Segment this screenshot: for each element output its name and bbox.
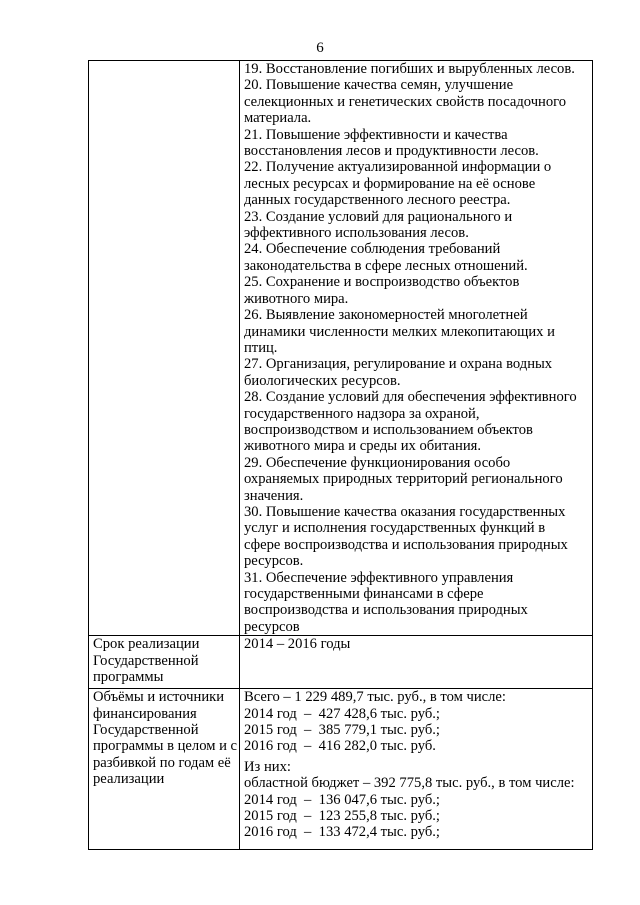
funding-label-line: финансирования	[93, 705, 197, 722]
goal-item-line: 20. Повышение качества семян, улучшение	[244, 77, 514, 94]
funding-of-them-line: Из них:	[244, 758, 291, 775]
goal-item-line: ресурсов.	[244, 553, 304, 570]
goal-item-line: биологических ресурсов.	[244, 372, 401, 389]
funding-year-line: 2014 год – 136 047,6 тыс. руб.;	[244, 791, 440, 808]
funding-label-line: разбивкой по годам её	[93, 754, 231, 771]
goal-item	[244, 274, 590, 307]
goal-item	[244, 307, 590, 356]
goal-item-line: селекционных и генетических свойств посадочного	[244, 93, 567, 110]
funding-label	[89, 689, 240, 850]
funding-year-line: 2014 год – 427 428,6 тыс. руб.;	[244, 705, 440, 722]
funding-year-line: 2016 год – 133 472,4 тыс. руб.;	[244, 824, 440, 841]
goal-item	[244, 241, 590, 274]
goal-item	[244, 389, 590, 455]
funding-regional-budget-line: областной бюджет – 392 775,8 тыс. руб., в том числе:	[244, 775, 575, 792]
funding-value	[240, 689, 593, 850]
goal-item-line: воспроизводства и использования природных	[244, 602, 528, 619]
goal-item-line: значения.	[244, 487, 304, 504]
funding-year-line: 2015 год – 385 779,1 тыс. руб.;	[244, 722, 440, 739]
goal-item	[244, 209, 590, 242]
goal-item-line: животного мира.	[244, 290, 349, 307]
goal-item-line: 28. Создание условий для обеспечения эффективного	[244, 389, 577, 406]
goal-item-line: 30. Повышение качества оказания государственных	[244, 503, 566, 520]
goal-item-line: 29. Обеспечение функционирования особо	[244, 454, 511, 471]
goal-item-line: государственными финансами в сфере	[244, 586, 484, 602]
funding-label-line: Государственной	[93, 722, 199, 739]
funding-label-line: программы в целом и с	[93, 738, 238, 755]
goal-item	[244, 504, 590, 570]
goal-item-line: лесных ресурсах и формирование на её основе	[244, 175, 536, 192]
funding-label-line: реализации	[93, 771, 165, 788]
goal-item-line: динамики численности мелких млекопитающих и	[244, 323, 555, 340]
funding-year-line: 2015 год – 123 255,8 тыс. руб.;	[244, 808, 440, 825]
goal-item	[244, 61, 590, 77]
goal-item-line: материала.	[244, 110, 312, 127]
goal-item-line: воспроизводством и использованием объектов	[244, 421, 533, 438]
goal-item-line: восстановления лесов и продуктивности лесов.	[244, 143, 539, 160]
goal-item	[244, 159, 590, 208]
goal-item	[244, 570, 590, 636]
goal-item-line: 31. Обеспечение эффективного управления	[244, 569, 514, 586]
goal-item-line: 23. Создание условий для рационального и	[244, 208, 513, 225]
period-label	[89, 636, 240, 689]
goals-list	[240, 61, 593, 636]
goal-item-line: 21. Повышение эффективности и качества	[244, 126, 508, 143]
goal-item-line: 26. Выявление закономерностей многолетней	[244, 307, 528, 324]
goal-item-line: сфере воспроизводства и использования природных	[244, 536, 568, 553]
period-label-line: программы	[93, 669, 164, 686]
program-passport-table	[88, 60, 593, 850]
goal-item-line: данных государственного лесного реестра.	[244, 192, 511, 209]
funding-total-line: Всего – 1 229 489,7 тыс. руб., в том числе:	[244, 689, 506, 706]
goal-item-line: 22. Получение актуализированной информации о	[244, 159, 552, 176]
goal-item-line: 19. Восстановление погибших и вырубленных лесов.	[244, 61, 575, 77]
goals-label-cell	[89, 61, 240, 636]
funding-row	[89, 689, 593, 850]
goal-item	[244, 356, 590, 389]
goal-item-line: охраняемых природных территорий регионального	[244, 471, 563, 488]
period-row	[89, 636, 593, 689]
goal-item-line: услуг и исполнения государственных функций в	[244, 520, 546, 537]
period-label-line: Государственной	[93, 652, 199, 669]
goal-item-line: птиц.	[244, 339, 278, 356]
funding-label-line: Объёмы и источники	[93, 689, 225, 706]
period-value	[240, 636, 593, 689]
goal-item-line: животного мира и среды их обитания.	[244, 438, 482, 455]
funding-year-line: 2016 год – 416 282,0 тыс. руб.	[244, 738, 436, 755]
goal-item-line: 24. Обеспечение соблюдения требований	[244, 241, 501, 258]
goal-item	[244, 455, 590, 504]
goal-item-line: эффективного использования лесов.	[244, 225, 469, 242]
goal-item-line: 27. Организация, регулирование и охрана водных	[244, 356, 553, 373]
goal-item-line: ресурсов	[244, 618, 300, 635]
goal-item	[244, 127, 590, 160]
goal-item-line: 25. Сохранение и воспроизводство объектов	[244, 274, 520, 291]
period-value-text: 2014 – 2016 годы	[244, 636, 351, 653]
goal-item	[244, 77, 590, 126]
period-label-line: Срок реализации	[93, 636, 200, 653]
goal-item-line: государственного надзора за охраной,	[244, 405, 480, 422]
goal-item-line: законодательства в сфере лесных отношений.	[244, 257, 528, 274]
goals-row	[89, 61, 593, 636]
page-number: 6	[316, 40, 324, 56]
